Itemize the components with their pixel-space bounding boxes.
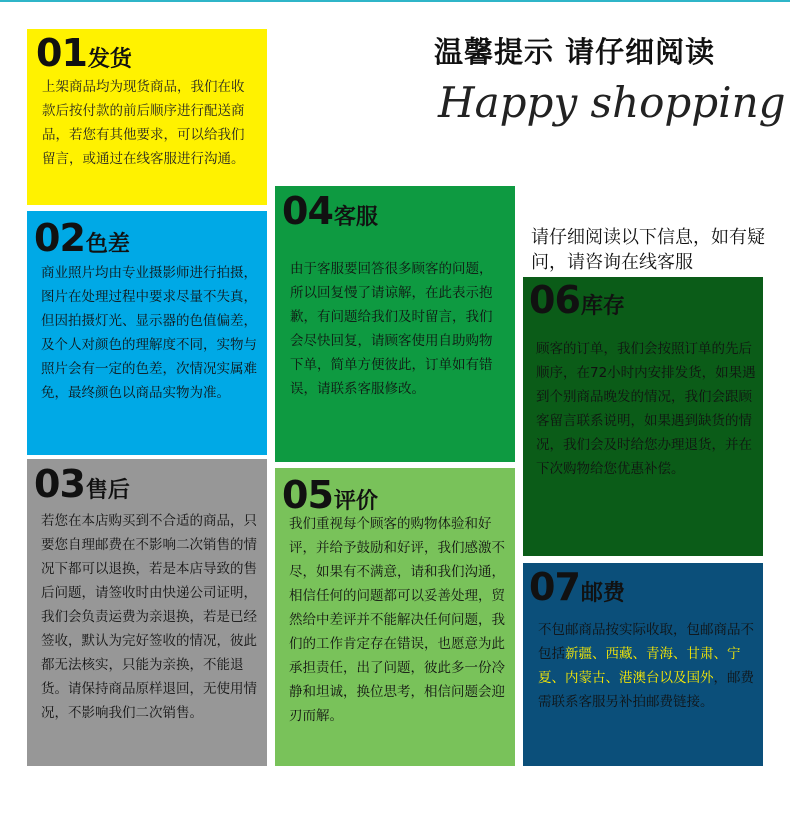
section-number: 07 <box>529 565 580 609</box>
section-number: 05 <box>282 473 333 517</box>
section-inventory <box>523 277 763 556</box>
section-body <box>538 618 756 714</box>
section-shipping-fee <box>523 563 763 766</box>
section-title: 客服 <box>333 205 378 230</box>
section-number: 01 <box>36 31 87 75</box>
section-body: 上架商品均为现货商品，我们在收款后按付款的前后顺序进行配送商品，若您有其他要求，可以给我们留言，或通过在线客服进行沟通。 <box>42 79 245 167</box>
section-body: 若您在本店购买到不合适的商品，只要您自理邮费在不影响二次销售的情况下都可以退换，若是本店导致的售后问题，请签收时由快递公司证明，我们会负责运费为亲退换，若是已经签收，默认为完好签收的情况，彼此都无法核实，只能为亲换，不能退货。请保持商品原样退回，无使用情况，不影响我们二次销售。 <box>41 513 257 721</box>
section-number: 06 <box>529 278 580 322</box>
page-subtitle: Happy shopping <box>438 78 786 127</box>
section-heading <box>36 31 132 75</box>
section-title: 售后 <box>85 478 130 503</box>
section-heading <box>529 278 625 322</box>
section-customer-service <box>275 186 515 462</box>
section-heading <box>282 473 378 517</box>
section-number: 03 <box>34 462 85 506</box>
section-number: 02 <box>34 216 85 260</box>
section-heading <box>34 462 130 506</box>
section-body: 商业照片均由专业摄影师进行拍摄，图片在处理过程中要求尽量不失真，但因拍摄灯光、显示器的色值偏差，及个人对颜色的理解度不同，实物与照片会有一定的色差，次情况实属难免，最终颜色以商品实物为准。 <box>41 265 257 401</box>
page-title: 温馨提示 请仔细阅读 <box>434 35 716 69</box>
section-title: 发货 <box>87 47 132 72</box>
section-body: 我们重视每个顾客的购物体验和好评，并给予鼓励和好评，我们感激不尽，如果有不满意，请和我们沟通，相信任何的问题都可以妥善处理，贸然给中差评并不能解决任何问题，我们的工作肯定存在错误，也愿意为此承担责任，出了问题，彼此多一份冷静和坦诚，换位思考，相信问题会迎刃而解。 <box>289 516 505 724</box>
section-heading <box>529 565 625 609</box>
top-accent-line <box>0 0 790 2</box>
notice-text: 请仔细阅读以下信息，如有疑问，请咨询在线客服 <box>531 227 765 273</box>
body-text: ，邮费需联系客服另补拍邮费链接。 <box>538 670 754 710</box>
section-title: 色差 <box>85 232 130 257</box>
section-heading <box>34 216 130 260</box>
section-title: 评价 <box>333 489 378 514</box>
section-number: 04 <box>282 189 333 233</box>
section-heading <box>282 189 378 233</box>
section-body: 由于客服要回答很多顾客的问题，所以回复慢了请谅解，在此表示抱歉，有问题给我们及时留言，我们会尽快回复，请顾客使用自助购物下单，简单方便彼此，订单如有错误，请联系客服修改。 <box>290 261 493 397</box>
section-shipping <box>27 29 267 205</box>
section-title: 邮费 <box>580 581 625 606</box>
section-after-sales <box>27 459 267 766</box>
section-color-difference <box>27 211 267 455</box>
section-body: 顾客的订单，我们会按照订单的先后顺序，在72小时内安排发货，如果遇到个别商品晚发的情况，我们会跟顾客留言联系说明，如果遇到缺货的情况，我们会及时给您办理退货，并在下次购物给您优惠补偿。 <box>536 341 756 477</box>
highlight-regions: 新疆、西藏、青海、甘肃、宁夏、内蒙古、港澳台以及国外 <box>538 646 741 686</box>
body-text: 不包邮商品按实际收取，包邮商品不包括 <box>538 622 754 662</box>
section-title: 库存 <box>580 294 625 319</box>
section-reviews <box>275 468 515 766</box>
